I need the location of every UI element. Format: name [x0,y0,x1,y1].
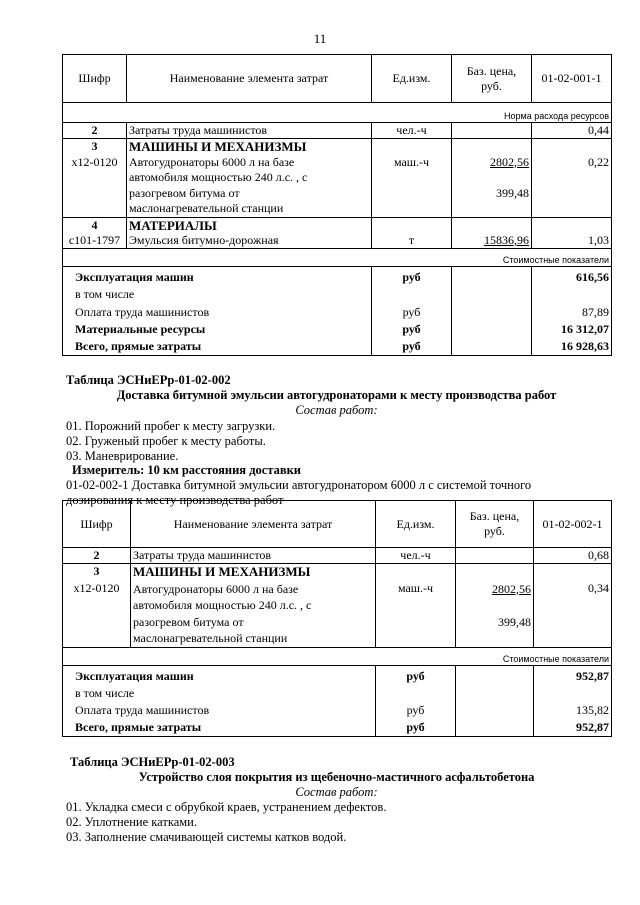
header-name: Наименование элемента затрат [127,55,372,103]
desc-line: 01-02-002-1 Доставка битумной эмульсии автогудронатором 6000 л с системой точного [66,478,532,492]
desc-line: дозирования к месту производства работ [66,493,284,507]
resource-table-1 [62,54,612,356]
works-label-2: Состав работ: [295,403,378,417]
header-cipher: Шифр [63,55,127,103]
meter-2: Измеритель: 10 км расстояния доставки [72,463,302,477]
table-title-3: Таблица ЭСНиЕРр-01-02-003 [70,755,235,769]
header-price: Баз. цена, руб. [452,55,532,103]
work-item: 02. Груженый пробег к месту работы. [66,434,266,448]
section-machines: 3 МАШИНЫ И МЕХАНИЗМЫ [63,139,612,155]
subtitle-2: Доставка битумной эмульсии автогудронаторами к месту производства работ [116,388,557,402]
totals-block: Эксплуатация машин в том числе Оплата труда машинистов Материальные ресурсы Всего, прямые затраты руб руб руб руб 616,56 87,89 16 312,07 16 928,63 [63,267,612,356]
table-row: х12-0120 Автогудронаторы 6000 л на базе автомобиля мощностью 240 л.с. , с разогревом битума от маслонагревательной станции маш.-ч 2802,56 399,48 0,22 [63,155,612,218]
work-item: 03. Заполнение смачивающей системы катков водой. [66,830,347,844]
table-header: Шифр Наименование элемента затрат Ед.изм. Баз. цена, руб. 01-02-002-1 [63,501,612,548]
section-machines: 3 МАШИНЫ И МЕХАНИЗМЫ [63,564,612,581]
resource-table-2 [62,500,612,737]
norm-label: Норма расхода ресурсов [63,111,612,123]
cost-label: Стоимостные показатели [63,647,612,665]
section-materials: 4 МАТЕРИАЛЫ [63,217,612,233]
header-unit: Ед.изм. [372,55,452,103]
cost-label: Стоимостные показатели [63,249,612,267]
table-header [63,55,612,103]
work-item: 01. Укладка смеси с обрубкой краев, устранением дефектов. [66,800,387,814]
totals-block: Эксплуатация машин в том числе Оплата труда машинистов Всего, прямые затраты руб руб руб 952,87 135,82 952,87 [63,665,612,736]
table-row: 2 Затраты труда машинистов чел.-ч 0,68 [63,548,612,564]
work-item: 02. Уплотнение катками. [66,815,197,829]
table-row: х12-0120 Автогудронаторы 6000 л на базе автомобиля мощностью 240 л.с. , с разогревом битума от маслонагревательной станции маш.-ч 2802,56 399,48 0,34 [63,581,612,648]
header-code: 01-02-001-1 [532,55,612,103]
works-label-3: Состав работ: [295,785,378,799]
table-title-2: Таблица ЭСНиЕРр-01-02-002 [66,373,231,387]
table-row: 2 Затраты труда машинистов чел.-ч 0,44 [63,123,612,139]
work-item: 01. Порожний пробег к месту загрузки. [66,419,276,433]
work-item: 03. Маневрирование. [66,449,179,463]
page-number: 11 [313,31,327,46]
subtitle-3: Устройство слоя покрытия из щебеночно-мастичного асфальтобетона [138,770,535,784]
table-row: с101-1797 Эмульсия битумно-дорожная т 15836,96 1,03 [63,233,612,249]
